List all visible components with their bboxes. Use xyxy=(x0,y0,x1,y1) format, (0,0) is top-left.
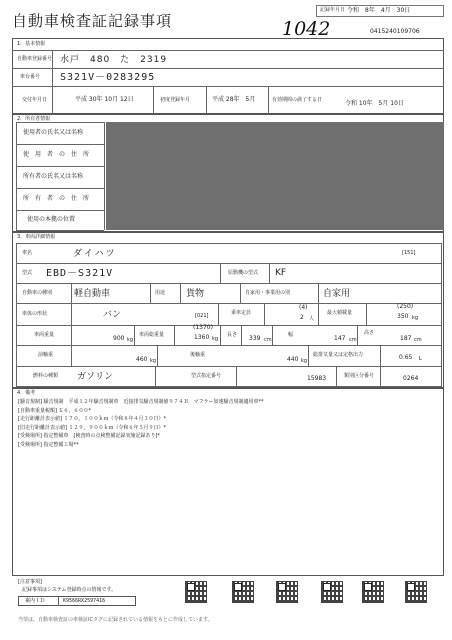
base-location-label: 使用の本拠の位置 xyxy=(27,216,76,223)
height-unit: cm xyxy=(414,337,422,343)
first-reg-label: 初度登録年月 xyxy=(160,97,191,103)
length-unit: cm xyxy=(264,337,272,343)
remark-line: [騒音規制] 騒音規制 平成１２年騒音規制車 近接排気騒音規制値９７４Ｂ マフラー加速騒音規制適用車** xyxy=(18,399,264,405)
remark-line: [旧走行距離計表示値] １２９，９００ｋｍ（令和６年５月９日）* xyxy=(18,424,166,431)
first-reg-value: 平成 28年 5月 xyxy=(212,96,256,103)
capacity-value2: 2 xyxy=(300,314,304,321)
type-designation-label: 型式指定番号 xyxy=(191,373,222,379)
capacity-value: (4) xyxy=(299,304,308,311)
maker-label: 車名 xyxy=(22,250,33,256)
remarks-list xyxy=(18,398,440,449)
model-value: EBD－S321V xyxy=(46,268,114,279)
type-designation-value: 15983 xyxy=(307,375,327,382)
bottom-notice: 当票は、自動車検査証の車検証ICタグに記録されている情報をもとに作成しています。 xyxy=(18,617,213,623)
owner-name-label: 所有者の氏名又は名称 xyxy=(23,173,84,180)
expiry-label: 有効期間の満了する日 xyxy=(272,97,323,103)
redacted-area xyxy=(106,122,444,230)
model-label: 型式 xyxy=(22,270,33,276)
section3-heading: 3．車両詳細情報 xyxy=(17,234,56,240)
height-value: 187 xyxy=(400,335,412,342)
remark-line: [自動車重量税額] ￥６，６００* xyxy=(18,407,91,414)
remark-line: [受検場所] 指定整備工場** xyxy=(18,441,79,448)
body-label: 車体の形状 xyxy=(22,311,48,317)
remark-line: [走行距離計表示値] １７０，１００ｋｍ（令和８年４月３０日）* xyxy=(18,416,166,422)
width-value: 147 xyxy=(334,335,346,342)
private-value: 自家用 xyxy=(323,289,351,299)
private-label: 自家用・事業用の別 xyxy=(245,290,291,296)
height-label: 高さ xyxy=(364,330,375,336)
remark-line: [受検場所] 指定整備車 [検査時の点検整備記録実施記録あり]* xyxy=(18,433,160,439)
document-number: 0415240109706 xyxy=(370,28,420,35)
width-unit: cm xyxy=(349,337,357,343)
kind-label: 自動車の種別 xyxy=(22,290,53,296)
issue-date-label: 交付年月日 xyxy=(22,97,48,103)
section4-heading: 4．備考 xyxy=(17,390,36,396)
user-name-label: 使用者の氏名又は名称 xyxy=(23,129,84,136)
body-code: [021] xyxy=(195,313,209,319)
width-label: 幅 xyxy=(288,332,294,338)
user-address-label: 使 用 者 の 住 所 xyxy=(23,151,90,158)
chassis-label: 車台番号 xyxy=(20,74,41,80)
engine-value: KF xyxy=(275,268,287,278)
weight-value: 900 xyxy=(113,335,125,342)
qr-code-4 xyxy=(321,581,343,603)
notice-text: 記録事項はシステム登録時点の情報です。 xyxy=(22,587,117,593)
kind-value: 軽自動車 xyxy=(74,289,111,299)
date-value: 令和 8年 4月 30日 xyxy=(347,7,411,14)
expiry-value: 令和 10年 5月 10日 xyxy=(345,100,404,107)
handwritten-number: 1042 xyxy=(282,18,331,40)
gross-weight-unit: kg xyxy=(212,336,219,342)
rear-axle-unit: kg xyxy=(301,358,308,364)
category-label: 類別区分番号 xyxy=(344,373,375,379)
use-value: 貨物 xyxy=(186,289,205,299)
weight-unit: kg xyxy=(127,337,134,343)
capacity-label: 乗車定員 xyxy=(231,310,252,316)
body-value: バン xyxy=(103,310,122,320)
front-axle-label: 前軸重 xyxy=(38,352,54,358)
maker-code: [151] xyxy=(402,250,416,256)
qr-code-6 xyxy=(405,581,427,603)
displacement-unit: L xyxy=(419,356,422,362)
owner-address-label: 所 有 者 の 住 所 xyxy=(23,195,90,202)
qr-code-1 xyxy=(185,581,207,603)
use-label: 用途 xyxy=(155,290,166,296)
rear-axle-value: 440 xyxy=(287,356,299,363)
front-axle-unit: kg xyxy=(150,358,157,364)
max-load-label: 最大積載量 xyxy=(327,310,353,316)
gross-weight-value2: 1360 xyxy=(194,334,210,341)
section2-heading: 2．所有者情報 xyxy=(17,116,51,122)
issue-date-value: 平成 30年 10月 12日 xyxy=(75,96,134,103)
qr-code-2 xyxy=(232,581,254,603)
fuel-value: ガソリン xyxy=(77,372,114,382)
displacement-label: 総排気量又は定格出力 xyxy=(313,352,364,358)
reg-number-value: 水戸 480 た 2319 xyxy=(60,55,168,65)
chassis-value: S321V－0283295 xyxy=(60,72,156,83)
length-value: 339 xyxy=(249,335,261,342)
max-load-unit: kg xyxy=(412,315,419,321)
max-load-value2: 350 xyxy=(397,313,409,320)
rear-axle-label: 後軸重 xyxy=(190,352,206,358)
notice-heading: [注意事項] xyxy=(18,579,42,585)
capacity-unit: 人 xyxy=(309,316,315,322)
section1-heading: 1．基本情報 xyxy=(17,41,46,47)
max-load-value: (250) xyxy=(397,303,414,310)
weight-label: 車両重量 xyxy=(34,332,55,338)
displacement-value: 0.65 xyxy=(399,354,413,361)
qr-code-5 xyxy=(362,581,384,603)
guide-id-value: K9566RX2597416 xyxy=(63,598,106,604)
length-label: 長さ xyxy=(227,332,238,338)
fuel-label: 燃料の種類 xyxy=(33,373,59,379)
engine-label: 原動機の型式 xyxy=(228,270,259,276)
maker-value: ダイハツ xyxy=(73,249,117,259)
gross-weight-value: (1370) xyxy=(193,324,213,331)
qr-code-3 xyxy=(276,581,298,603)
document-title: 自動車検査証記録事項 xyxy=(12,12,173,30)
category-value: 0264 xyxy=(403,375,419,382)
gross-weight-label: 車両総重量 xyxy=(139,332,165,338)
front-axle-value: 460 xyxy=(136,356,148,363)
reg-number-label: 自動車登録番号 xyxy=(17,56,53,62)
date-label: 記録年月日 xyxy=(320,7,346,13)
guide-id-label: 案内ＩＤ xyxy=(25,598,46,604)
